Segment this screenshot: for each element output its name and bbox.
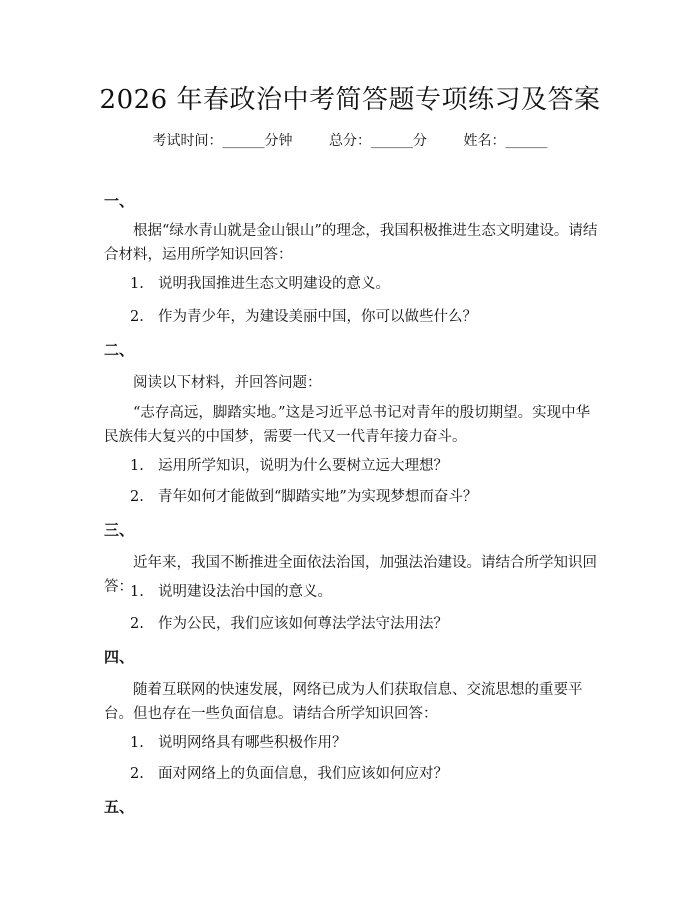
section-4-question-1	[130, 732, 600, 754]
section-1-question-1	[130, 273, 600, 295]
section-1-material: 根据“绿水青山就是金山银山”的理念，我国积极推进生态文明建设。请结合材料，运用所学知识回答：	[104, 223, 598, 263]
question-text: 面对网络上的负面信息，我们应该如何应对？	[158, 766, 448, 782]
section-2-question-2	[130, 486, 600, 508]
total-score-field: 总分：______分	[329, 133, 427, 149]
section-1-question-2	[130, 306, 600, 328]
question-text: 运用所学知识，说明为什么要树立远大理想？	[158, 458, 448, 474]
question-number: 2.	[130, 489, 144, 505]
section-heading-2: 二、	[104, 341, 135, 359]
section-4-question-2	[130, 763, 600, 785]
question-text: 说明我国推进生态文明建设的意义。	[158, 276, 390, 292]
section-3-question-1	[130, 581, 600, 603]
question-number: 2.	[130, 309, 144, 325]
student-name-field: 姓名：______	[463, 133, 548, 149]
question-text: 作为青少年，为建设美丽中国，你可以做些什么？	[158, 309, 477, 325]
section-heading-1: 一、	[104, 192, 135, 210]
question-text: 作为公民，我们应该如何尊法学法守法用法？	[158, 616, 448, 632]
section-4-material: 随着互联网的快速发展，网络已成为人们获取信息、交流思想的重要平台。但也存在一些负面信息。请结合所学知识回答：	[104, 682, 583, 722]
section-3-question-2	[130, 613, 600, 635]
section-heading-4: 四、	[104, 648, 135, 666]
document-title: 2026 年春政治中考简答题专项练习及答案	[99, 85, 601, 115]
question-text: 青年如何才能做到“脚踏实地”为实现梦想而奋斗？	[158, 489, 478, 505]
section-3-material: 近年来，我国不断推进全面依法治国，加强法治建设。请结合所学知识回答：	[104, 555, 597, 595]
question-number: 1.	[130, 584, 144, 600]
exam-info-line	[0, 131, 700, 151]
question-text: 说明网络具有哪些积极作用？	[158, 735, 347, 751]
section-2-question-1	[130, 455, 600, 477]
question-number: 1.	[130, 276, 144, 292]
section-2-instruction: 阅读以下材料，并回答问题：	[133, 375, 322, 391]
question-number: 2.	[130, 616, 144, 632]
section-2-material: “志存高远，脚踏实地。”这是习近平总书记对青年的殷切期望。实现中华民族伟大复兴的中国梦，需要一代又一代青年接力奋斗。	[104, 405, 591, 445]
exam-time-field: 考试时间：______分钟	[152, 133, 293, 149]
section-heading-3: 三、	[104, 521, 135, 539]
section-heading-5: 五、	[104, 798, 135, 816]
question-text: 说明建设法治中国的意义。	[158, 584, 332, 600]
question-number: 1.	[130, 735, 144, 751]
question-number: 1.	[130, 458, 144, 474]
question-number: 2.	[130, 766, 144, 782]
